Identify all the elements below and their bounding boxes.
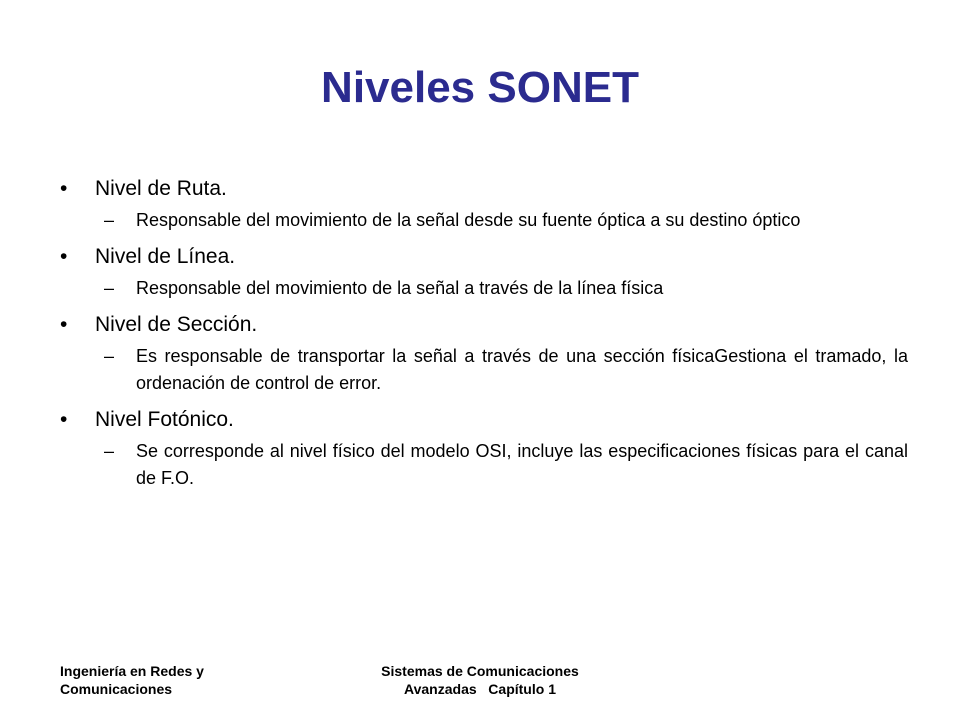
sub-item-text: Responsable del movimiento de la señal a través de la línea física: [136, 278, 664, 298]
bullet-heading: Nivel de Ruta.: [95, 177, 227, 200]
dash-marker: –: [104, 441, 115, 461]
sub-item-fotonico: [104, 438, 908, 492]
sub-item-text: Responsable del movimiento de la señal desde su fuente óptica a su destino óptico: [136, 210, 801, 230]
bullet-item-ruta: [58, 174, 908, 204]
dash-marker: –: [104, 210, 115, 230]
bullet-marker: •: [60, 408, 68, 431]
bullet-marker: •: [60, 313, 68, 336]
bullet-heading: Nivel de Línea.: [95, 245, 236, 268]
footer-course-line1: Ingeniería en Redes y: [60, 663, 204, 679]
dash-marker: –: [104, 346, 115, 366]
bullet-item-seccion: [58, 310, 908, 340]
bullet-heading: Nivel de Sección.: [95, 313, 258, 336]
footer-subject-line1: Sistemas de Comunicaciones: [381, 663, 579, 679]
bullet-item-linea: [58, 242, 908, 272]
bullet-list: [58, 174, 908, 492]
sub-item-text: Se corresponde al nivel físico del modelo OSI, incluye las especificaciones físicas para el canal de F.O.: [136, 441, 908, 488]
sub-item-ruta: [104, 207, 908, 234]
sub-item-linea: [104, 275, 908, 302]
bullet-marker: •: [60, 245, 68, 268]
bullet-marker: •: [60, 177, 68, 200]
sub-item-seccion: [104, 343, 908, 397]
footer-course-line2: Comunicaciones: [60, 681, 173, 697]
dash-marker: –: [104, 278, 115, 298]
bullet-heading: Nivel Fotónico.: [95, 408, 234, 431]
footer-subject-line2: Avanzadas Capítulo 1: [404, 681, 556, 697]
sub-item-text: Es responsable de transportar la señal a través de una sección físicaGestiona el tramado, la ordenación de control de error.: [136, 346, 908, 393]
bullet-item-fotonico: [58, 405, 908, 435]
footer-course: [60, 662, 310, 698]
footer-subject: [330, 662, 630, 698]
slide-title: Niveles SONET: [321, 63, 639, 112]
